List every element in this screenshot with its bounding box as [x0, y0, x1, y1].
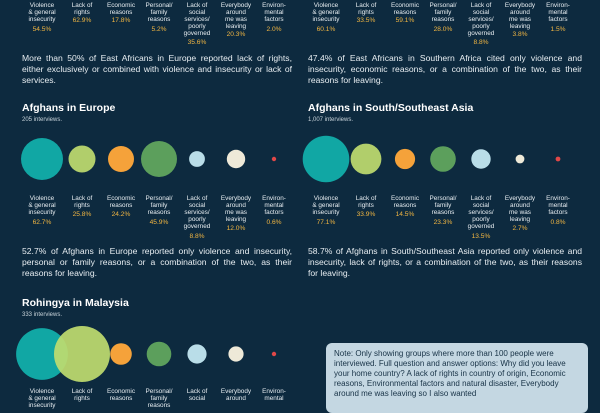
- summary-text: 58.7% of Afghans in South/Southeast Asia reported only violence and insecurity, lack of rights, or a combination of the two, as their reasons for leaving.: [308, 246, 582, 278]
- bubble-violence: [303, 136, 350, 183]
- label-violence: Violence & general insecurity: [28, 388, 56, 409]
- label-violence: Violence & general insecurity: [28, 2, 56, 23]
- label-rights: Lack of rights: [71, 195, 93, 209]
- label-rights: Lack of rights: [355, 195, 377, 209]
- bubble-economic: [108, 146, 134, 172]
- value-label: 35.6%: [187, 39, 207, 46]
- summary-text: 52.7% of Afghans in Europe reported only violence and insecurity, personal or family reasons, or a combination of the two, as their reasons for leaving.: [22, 246, 292, 278]
- value-label: 0.8%: [550, 219, 566, 226]
- label-rights: Lack of rights: [355, 2, 377, 16]
- label-economic: Economic reasons: [106, 195, 136, 209]
- label-everybody: Everybody around me was leaving: [504, 195, 536, 223]
- label-everybody: Everybody around me was leaving: [220, 195, 252, 223]
- label-economic: Economic reasons: [106, 388, 136, 402]
- bubble-environmental: [272, 352, 276, 356]
- label-services: Lack of social services/ poorly governed: [467, 195, 495, 230]
- value-label: 0.6%: [266, 219, 282, 226]
- value-label: 24.2%: [111, 211, 131, 218]
- bubble-chart: [0, 130, 300, 190]
- value-label: 14.5%: [395, 211, 415, 218]
- label-everybody: Everybody around: [220, 388, 252, 402]
- bubble-personal: [141, 141, 177, 177]
- label-everybody: Everybody around me was leaving: [220, 2, 252, 30]
- value-label: 12.0%: [226, 225, 246, 232]
- value-label: 54.5%: [32, 26, 52, 33]
- label-personal: Personal/ family reasons: [429, 2, 457, 23]
- bubble-chart: [300, 130, 600, 190]
- label-rights: Lack of rights: [71, 388, 93, 402]
- value-label: 23.3%: [433, 219, 453, 226]
- bubble-environmental: [272, 157, 276, 161]
- bubble-chart: [0, 326, 300, 386]
- label-rights: Lack of rights: [71, 2, 93, 16]
- label-personal: Personal/ family reasons: [145, 195, 173, 216]
- label-economic: Economic reasons: [390, 2, 420, 16]
- label-services: Lack of social services/ poorly governed: [183, 2, 211, 37]
- interview-count: 1,007 interviews.: [308, 117, 354, 123]
- label-violence: Violence & general insecurity: [312, 2, 340, 23]
- value-label: 8.8%: [473, 39, 489, 46]
- label-services: Lack of social: [186, 388, 208, 402]
- label-environmental: Environ- mental factors: [262, 2, 286, 23]
- value-label: 5.2%: [151, 26, 167, 33]
- bubble-personal: [147, 342, 172, 367]
- panel-title: Afghans in Europe: [22, 102, 116, 114]
- label-personal: Personal/ family reasons: [145, 388, 173, 409]
- bubble-personal: [430, 146, 456, 172]
- note-box: Note: Only showing groups where more than 100 people were interviewed. Full question and answer options: Why did you leave your home country? A lack of rights in country of origin, Economic reasons, Environmental factors and natural disaster, Everybody around me was leaving so I also wanted: [326, 343, 588, 413]
- value-label: 77.1%: [316, 219, 336, 226]
- label-environmental: Environ- mental factors: [262, 195, 286, 216]
- bubble-everybody: [228, 346, 243, 361]
- bubble-economic: [110, 343, 132, 365]
- summary-text: 47.4% of East Africans in Southern Africa cited only violence and insecurity, economic reasons, or a combination of the two, as their reasons for leaving.: [308, 53, 582, 85]
- interview-count: 205 interviews.: [22, 117, 63, 123]
- value-label: 8.8%: [189, 233, 205, 240]
- label-environmental: Environ- mental: [262, 388, 286, 402]
- bubble-everybody: [516, 155, 525, 164]
- bubble-rights: [351, 144, 382, 175]
- value-label: 33.9%: [356, 211, 376, 218]
- value-label: 1.5%: [550, 26, 566, 33]
- bubble-services: [471, 149, 490, 168]
- value-label: 62.7%: [32, 219, 52, 226]
- value-label: 2.0%: [266, 26, 282, 33]
- value-label: 2.7%: [512, 225, 528, 232]
- value-label: 45.9%: [149, 219, 169, 226]
- bubble-services: [187, 344, 206, 363]
- value-label: 28.0%: [433, 26, 453, 33]
- bubble-economic: [395, 149, 415, 169]
- label-economic: Economic reasons: [106, 2, 136, 16]
- value-label: 20.3%: [226, 31, 246, 38]
- panel-title: Afghans in South/Southeast Asia: [308, 102, 474, 114]
- value-label: 60.1%: [316, 26, 336, 33]
- label-personal: Personal/ family reasons: [429, 195, 457, 216]
- label-environmental: Environ- mental factors: [546, 2, 570, 23]
- bubble-services: [189, 151, 205, 167]
- value-label: 33.5%: [356, 17, 376, 24]
- label-violence: Violence & general insecurity: [312, 195, 340, 216]
- interview-count: 333 interviews.: [22, 312, 63, 318]
- value-label: 62.9%: [72, 17, 92, 24]
- bubble-rights: [69, 146, 96, 173]
- label-personal: Personal/ family reasons: [145, 2, 173, 23]
- bubble-environmental: [556, 157, 561, 162]
- label-services: Lack of social services/ poorly governed: [183, 195, 211, 230]
- label-services: Lack of social services/ poorly governed: [467, 2, 495, 37]
- value-label: 17.8%: [111, 17, 131, 24]
- label-everybody: Everybody around me was leaving: [504, 2, 536, 30]
- value-label: 59.1%: [395, 17, 415, 24]
- label-economic: Economic reasons: [390, 195, 420, 209]
- value-label: 3.8%: [512, 31, 528, 38]
- value-label: 13.5%: [471, 233, 491, 240]
- panel-title: Rohingya in Malaysia: [22, 297, 129, 309]
- bubble-violence: [21, 138, 63, 180]
- label-violence: Violence & general insecurity: [28, 195, 56, 216]
- summary-text: More than 50% of East Africans in Europe reported lack of rights, either exclusively or combined with violence and insecurity or lack of services.: [22, 53, 292, 85]
- bubble-rights: [54, 326, 110, 382]
- label-environmental: Environ- mental factors: [546, 195, 570, 216]
- value-label: 25.8%: [72, 211, 92, 218]
- bubble-everybody: [227, 150, 245, 168]
